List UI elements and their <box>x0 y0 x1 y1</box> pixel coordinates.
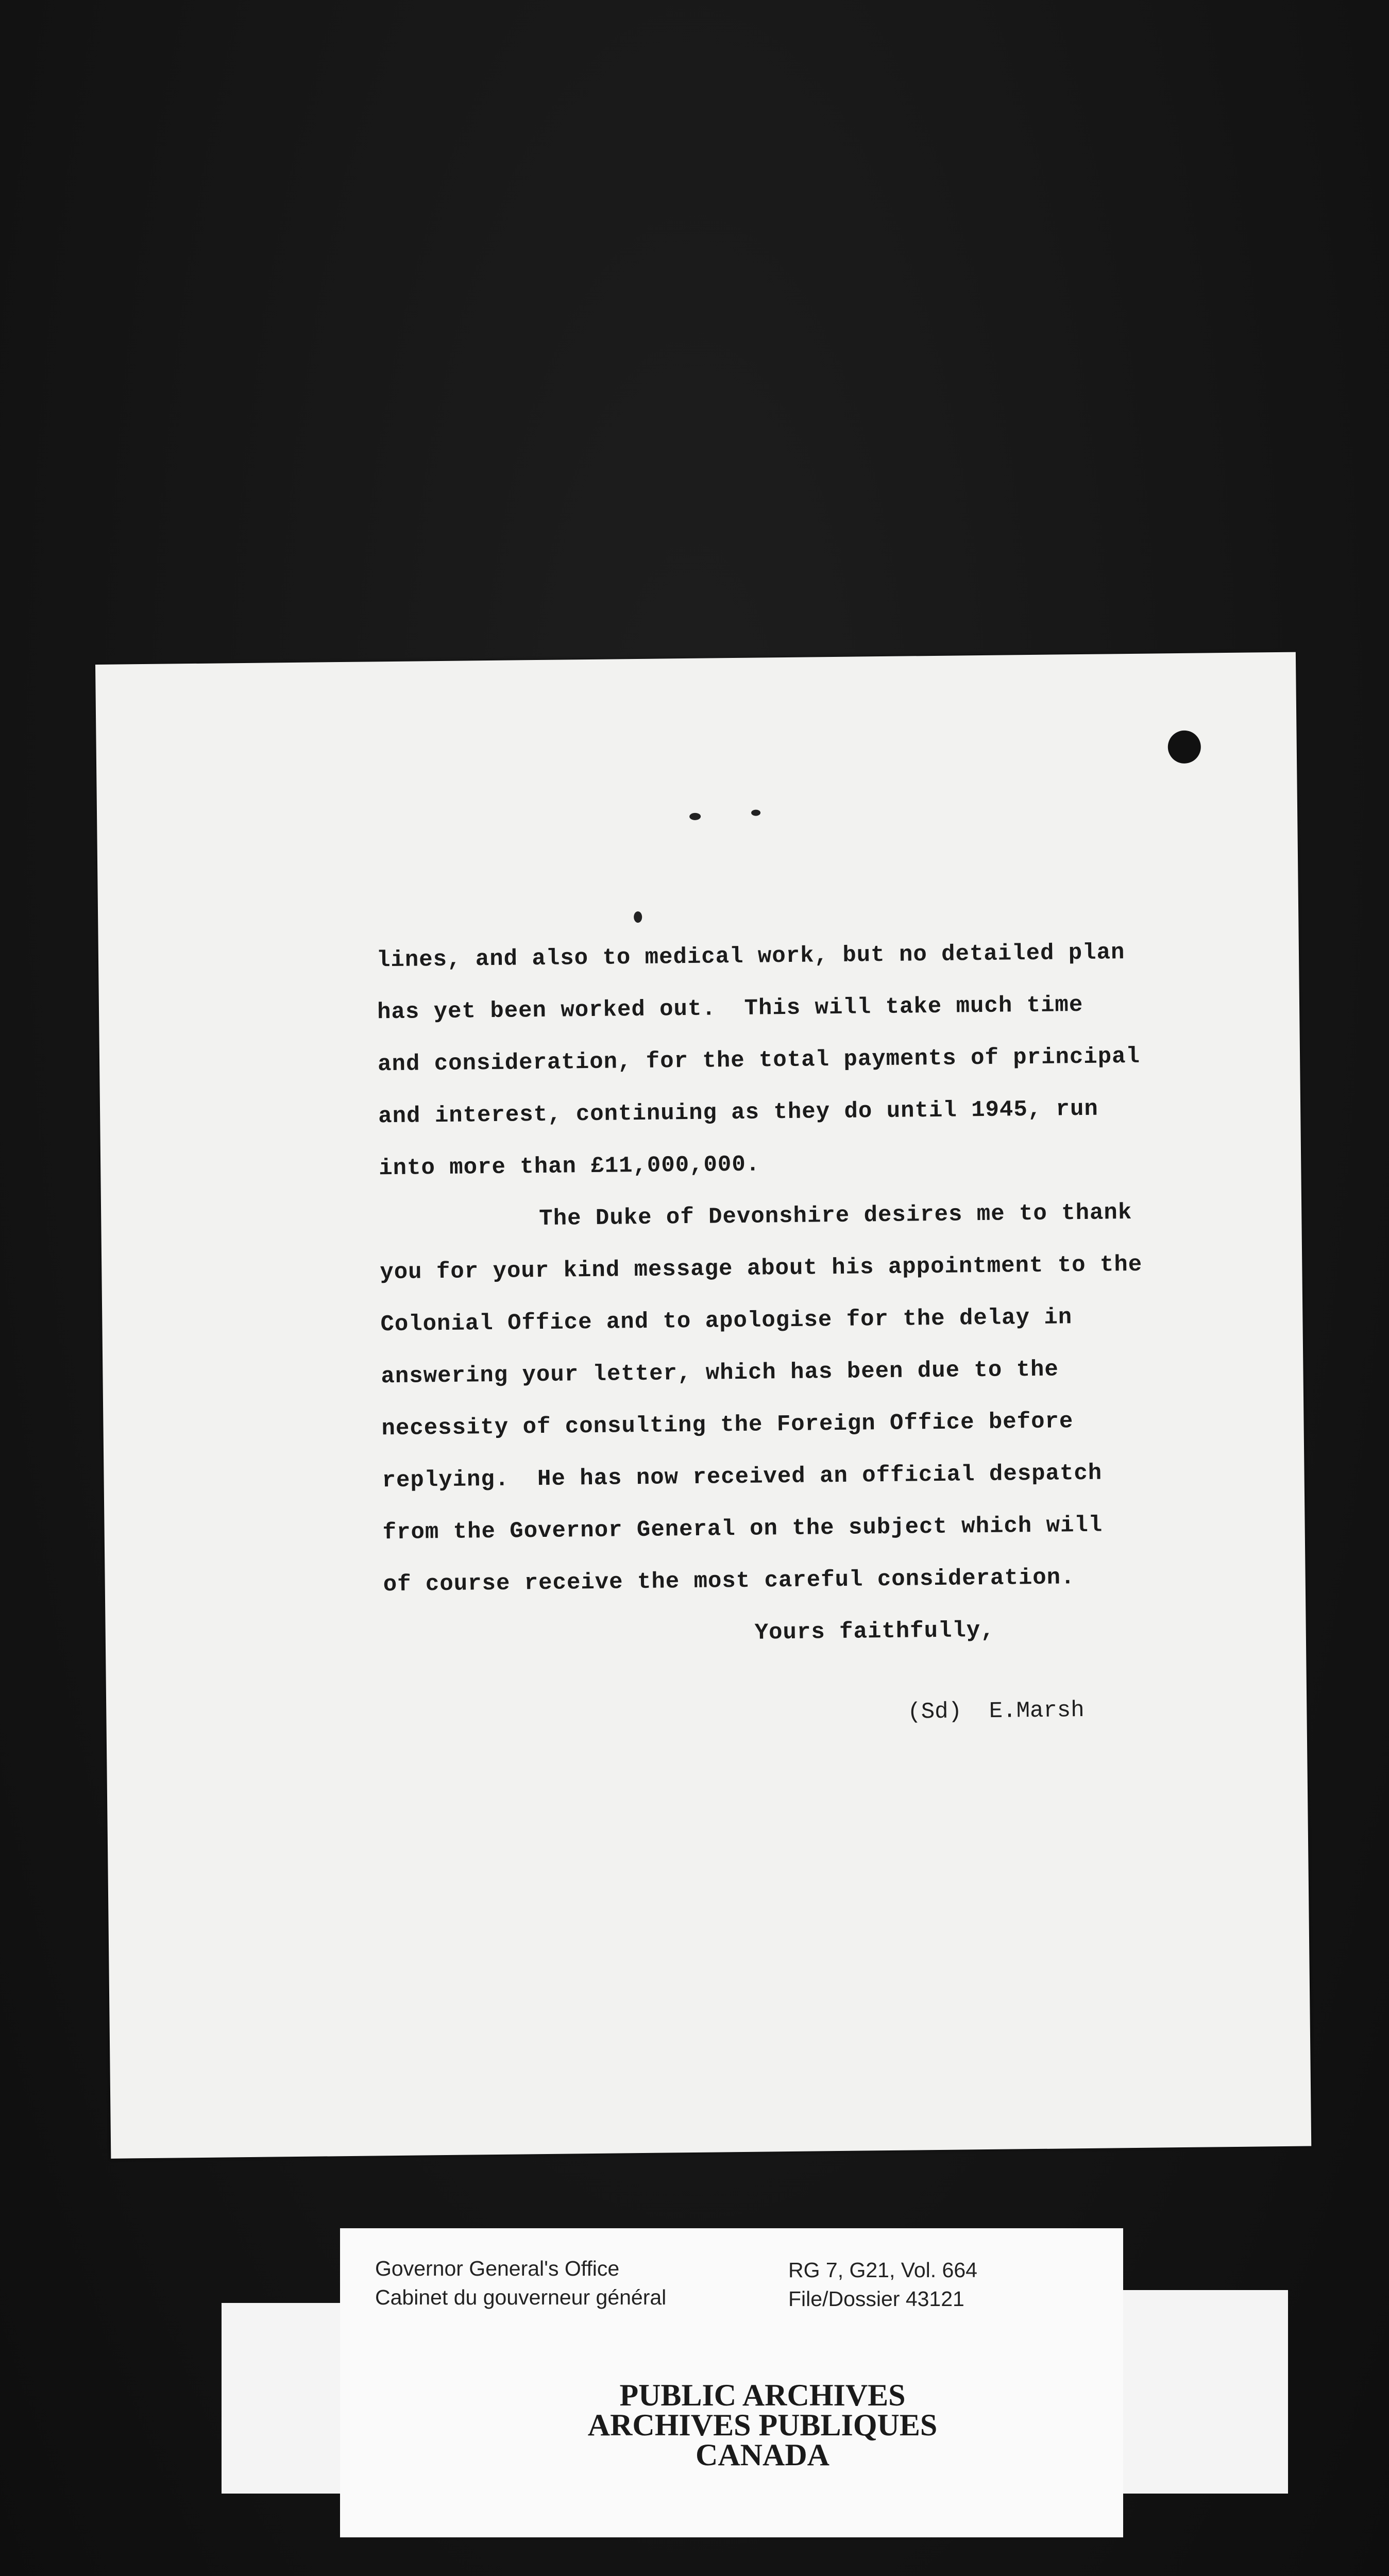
body-line: and consideration, for the total payments of principal <box>377 1043 1141 1078</box>
archive-title-fr: ARCHIVES PUBLIQUES <box>587 2408 938 2442</box>
ink-speck <box>751 809 760 816</box>
ink-speck <box>689 813 701 820</box>
body-line: from the Governor General on the subject which will <box>382 1512 1103 1546</box>
body-line: you for your kind message about his appointment to the <box>380 1251 1143 1286</box>
office-french: Cabinet du gouverneur général <box>375 2285 667 2309</box>
office-english: Governor General's Office <box>375 2257 620 2280</box>
body-line: and interest, continuing as they do until 1945, run <box>378 1096 1099 1130</box>
body-line: answering your letter, which has been due to the <box>381 1357 1059 1390</box>
punch-hole <box>1167 731 1201 764</box>
archive-card-tab-left <box>222 2303 345 2494</box>
body-line: Colonial Office and to apologise for the delay in <box>380 1304 1073 1338</box>
record-group: RG 7, G21, Vol. 664 <box>788 2258 977 2282</box>
archive-card-reference <box>788 2256 977 2313</box>
body-line: replying. He has now received an official despatch <box>382 1460 1103 1494</box>
file-number: File/Dossier 43121 <box>788 2287 964 2311</box>
body-line: has yet been worked out. This will take much time <box>377 992 1083 1026</box>
body-line: necessity of consulting the Foreign Office before <box>381 1409 1074 1442</box>
letter-closing: Yours faithfully, <box>754 1617 995 1646</box>
archive-title-country: CANADA <box>696 2438 829 2472</box>
archive-card-office <box>375 2254 666 2312</box>
letter-page <box>95 652 1311 2159</box>
ink-speck <box>634 911 642 923</box>
body-line: The Duke of Devonshire desires me to thank <box>539 1199 1132 1232</box>
archive-stamp <box>515 2380 1010 2470</box>
body-line: of course receive the most careful consideration. <box>383 1565 1075 1598</box>
letter-body <box>377 925 1291 1663</box>
archive-card-tab-right <box>1118 2290 1288 2494</box>
body-line: into more than £11,000,000. <box>379 1151 760 1182</box>
archive-title-en: PUBLIC ARCHIVES <box>619 2378 906 2412</box>
letter-signature: (Sd) E.Marsh <box>907 1698 1085 1725</box>
body-line: lines, and also to medical work, but no detailed plan <box>376 940 1125 974</box>
